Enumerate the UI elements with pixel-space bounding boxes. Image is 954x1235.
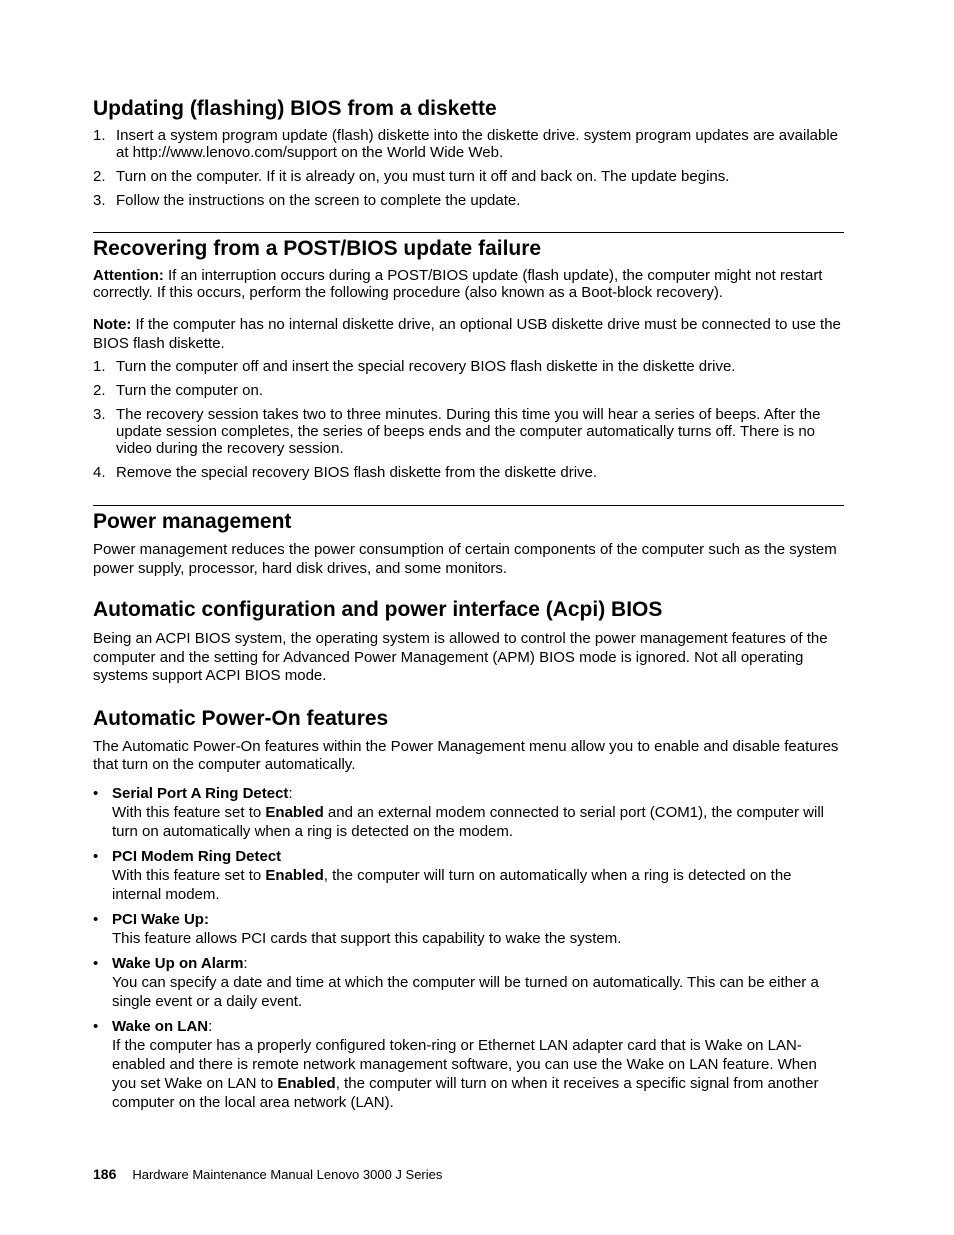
list-item xyxy=(93,910,844,948)
heading-recovering: Recovering from a POST/BIOS update failure xyxy=(93,237,542,260)
heading-updating-bios: Updating (flashing) BIOS from a diskette xyxy=(93,97,497,120)
feature-suffix: : xyxy=(208,1017,213,1035)
bullet: • xyxy=(93,954,99,972)
bullet: • xyxy=(93,784,99,802)
step-number: 2. xyxy=(93,168,106,185)
list-item xyxy=(93,127,844,161)
page-number: 186 xyxy=(93,1166,117,1182)
feature-title xyxy=(112,910,844,929)
step-number: 3. xyxy=(93,406,106,423)
step-number: 4. xyxy=(93,464,106,481)
heading-automatic-power-on: Automatic Power-On features xyxy=(93,706,389,730)
step-text: Remove the special recovery BIOS flash diskette from the diskette drive. xyxy=(116,464,598,481)
desc-text: This feature allows PCI cards that support this capability to wake the system. xyxy=(112,929,622,947)
feature-label: PCI Modem Ring Detect xyxy=(112,847,282,865)
attention-text: If an interruption occurs during a POST/BIOS update (flash update), the computer might not restart correctly. If this occurs, perform the following procedure (also known as a Boot-block recovery). xyxy=(93,267,823,301)
list-item xyxy=(93,847,844,904)
step-number: 3. xyxy=(93,192,106,209)
list-item xyxy=(93,784,844,841)
feature-suffix: : xyxy=(243,954,248,972)
attention-label: Attention: xyxy=(93,267,164,284)
heading-power-management: Power management xyxy=(93,510,292,533)
feature-title xyxy=(112,847,844,866)
list-item xyxy=(93,954,844,1011)
feature-description xyxy=(112,866,844,904)
feature-description xyxy=(112,803,844,841)
step-text: Turn the computer off and insert the special recovery BIOS flash diskette in the diskette drive. xyxy=(116,358,736,375)
desc-bold: Enabled xyxy=(265,866,324,884)
step-text: Follow the instructions on the screen to complete the update. xyxy=(116,192,521,209)
list-item xyxy=(93,1017,844,1112)
feature-suffix: : xyxy=(288,784,293,802)
feature-description xyxy=(112,1036,844,1112)
feature-title xyxy=(112,1017,844,1036)
desc-text: , the computer will turn on when it receives a specific signal from another computer on the local area network (LAN). xyxy=(112,1074,819,1111)
desc-text: and an external modem connected to serial port (COM1), the computer will turn on automatically when a ring is detected on the modem. xyxy=(112,803,824,840)
power-paragraph: Power management reduces the power consumption of certain components of the computer such as the system power supply, processor, hard disk drives, and some monitors. xyxy=(93,541,837,577)
desc-bold: Enabled xyxy=(277,1074,336,1092)
page-content xyxy=(93,96,844,1112)
note-paragraph xyxy=(93,316,844,353)
section-divider xyxy=(93,232,844,233)
flash-steps xyxy=(93,127,844,209)
feature-title xyxy=(112,954,844,973)
note-text: If the computer has no internal diskette drive, an optional USB diskette drive must be connected to use the BIOS flash diskette. xyxy=(93,316,841,352)
apo-intro-paragraph: The Automatic Power-On features within the Power Management menu allow you to enable and disable features that turn on the computer automatically. xyxy=(93,737,839,773)
desc-text: , the computer will turn on automatically when a ring is detected on the internal modem. xyxy=(112,866,792,903)
step-text: Turn on the computer. If it is already on, you must turn it off and back on. The update begins. xyxy=(116,168,730,185)
step-number: 2. xyxy=(93,382,106,399)
list-item xyxy=(93,464,844,481)
desc-text: With this feature set to xyxy=(112,803,266,821)
step-number: 1. xyxy=(93,358,106,375)
desc-text: If the computer has a properly configured token-ring or Ethernet LAN adapter card that is Wake on LAN-enabled and there is remote network management software, you can use the Wake on LAN feature. When you set Wake on LAN to xyxy=(112,1036,817,1092)
desc-bold: Enabled xyxy=(265,803,324,821)
feature-label: PCI Wake Up: xyxy=(112,910,209,928)
page-footer xyxy=(93,1166,442,1182)
list-item xyxy=(93,382,844,399)
note-label: Note: xyxy=(93,316,132,333)
list-item xyxy=(93,168,844,185)
list-item xyxy=(93,358,844,375)
footer-title: Hardware Maintenance Manual Lenovo 3000 J Series xyxy=(132,1167,443,1182)
bullet: • xyxy=(93,910,99,928)
desc-text: You can specify a date and time at which the computer will be turned on automatically. This can be either a single event or a daily event. xyxy=(112,973,819,1010)
feature-description xyxy=(112,973,844,1011)
feature-label: Wake Up on Alarm xyxy=(112,954,244,972)
step-text: The recovery session takes two to three minutes. During this time you will hear a series of beeps. After the update session completes, the series of beeps ends and the computer automatically turns off. There is no video during the recovery session. xyxy=(116,406,821,457)
feature-label: Serial Port A Ring Detect xyxy=(112,784,289,802)
acpi-paragraph: Being an ACPI BIOS system, the operating system is allowed to control the power management features of the computer and the setting for Advanced Power Management (APM) BIOS mode is ignored. Not all operating systems support ACPI BIOS mode. xyxy=(93,630,828,684)
feature-title xyxy=(112,784,844,803)
step-text: Turn the computer on. xyxy=(116,382,264,399)
step-text: Insert a system program update (flash) diskette into the diskette drive. system program updates are available at http://www.lenovo.com/support on the World Wide Web. xyxy=(116,127,839,161)
list-item xyxy=(93,192,844,209)
feature-description xyxy=(112,929,844,948)
bullet: • xyxy=(93,847,99,865)
feature-list xyxy=(93,784,844,1112)
desc-text: With this feature set to xyxy=(112,866,266,884)
list-item xyxy=(93,406,844,457)
heading-acpi-bios: Automatic configuration and power interface (Acpi) BIOS xyxy=(93,598,663,621)
feature-label: Wake on LAN xyxy=(112,1017,209,1035)
section-divider xyxy=(93,505,844,506)
bullet: • xyxy=(93,1017,99,1035)
attention-paragraph xyxy=(93,267,844,301)
recover-steps xyxy=(93,358,844,481)
step-number: 1. xyxy=(93,127,106,144)
